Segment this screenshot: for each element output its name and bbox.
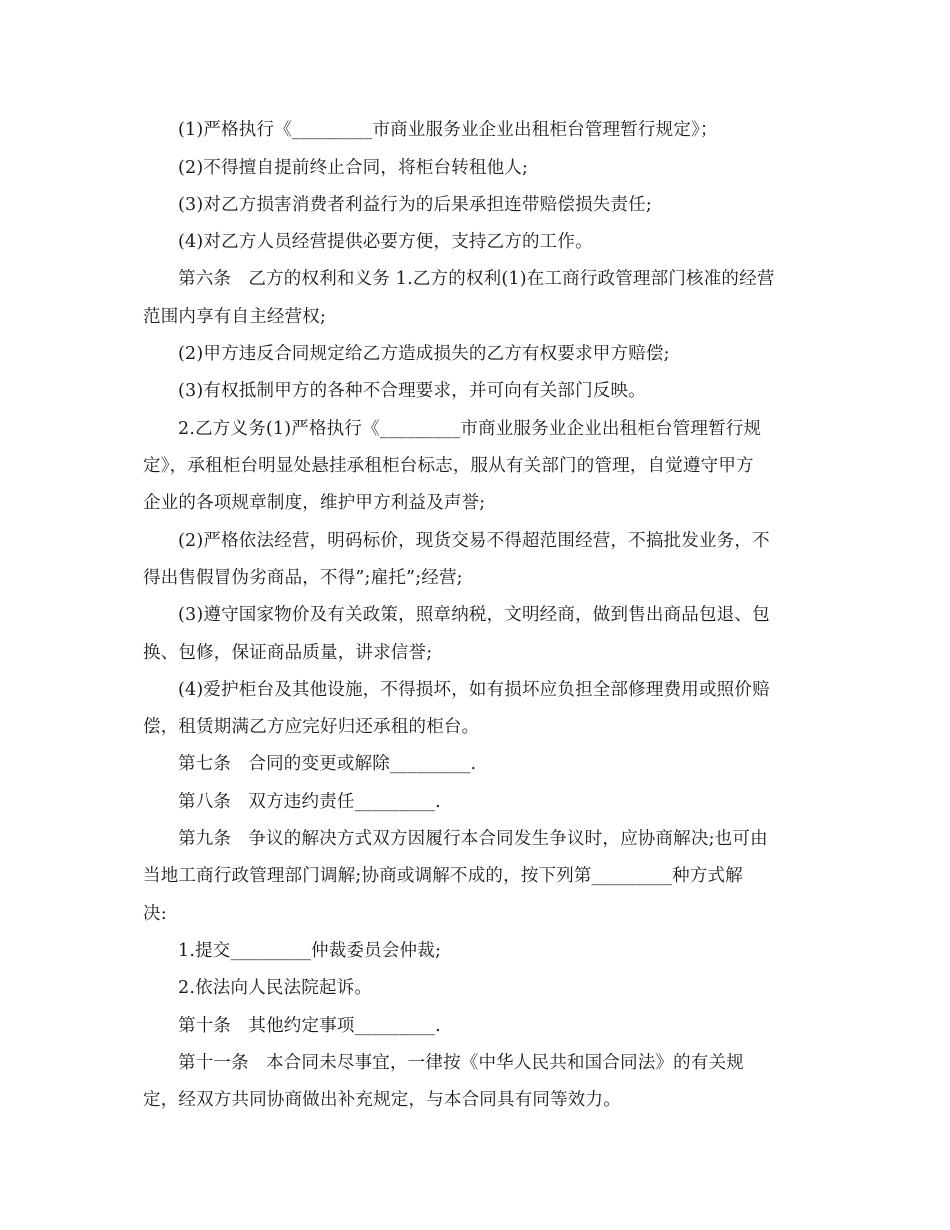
clause-line: (3)遵守国家物价及有关政策，照章纳税，文明经商，做到售出商品包退、包 [178, 605, 770, 625]
clause-line: (2)甲方违反合同规定给乙方造成损失的乙方有权要求甲方赔偿; [178, 344, 670, 364]
clause-line: 1.提交_________仲裁委员会仲裁; [178, 941, 442, 961]
clause-line: (2)严格依法经营，明码标价，现货交易不得超范围经营，不搞批发业务，不 [178, 531, 770, 551]
clause-line: 范围内享有自主经营权; [143, 307, 327, 327]
clause-line: (3)对乙方损害消费者利益行为的后果承担连带赔偿损失责任; [178, 195, 652, 215]
clause-line: 2.乙方义务(1)严格执行《_________市商业服务业企业出租柜台管理暂行规 [178, 419, 762, 439]
clause-line: (1)严格执行《_________市商业服务业企业出租柜台管理暂行规定》； [178, 120, 718, 140]
clause-line: 第六条 乙方的权利和义务 1.乙方的权利(1)在工商行政管理部门核准的经营 [178, 269, 775, 289]
clause-line: 得出售假冒伪劣商品，不得”;雇托”;经营; [143, 568, 463, 588]
clause-line: 第八条 双方违约责任_________. [178, 792, 441, 812]
clause-line: 换、包修，保证商品质量，讲求信誉; [143, 643, 433, 663]
clause-line: 定》，承租柜台明显处悬挂承租柜台标志，服从有关部门的管理，自觉遵守甲方 [143, 456, 754, 476]
clause-line: (4)爱护柜台及其他设施，不得损坏，如有损坏应负担全部修理费用或照价赔 [178, 680, 770, 700]
clause-line: (3)有权抵制甲方的各种不合理要求，并可向有关部门反映。 [178, 381, 646, 401]
clause-line: 当地工商行政管理部门调解;协商或调解不成的，按下列第_________种方式解 [143, 866, 743, 886]
clause-line: 偿，租赁期满乙方应完好归还承租的柜台。 [143, 717, 480, 737]
clause-line: (2)不得擅自提前终止合同，将柜台转租他人; [178, 158, 529, 178]
clause-line: 定，经双方共同协商做出补充规定，与本合同具有同等效力。 [143, 1090, 621, 1110]
clause-line: (4)对乙方人员经营提供必要方便，支持乙方的工作。 [178, 232, 593, 252]
clause-line: 第十条 其他约定事项_________. [178, 1016, 441, 1036]
clause-line: 决: [143, 904, 167, 924]
clause-line: 第七条 合同的变更或解除_________. [178, 754, 477, 774]
clause-line: 第十一条 本合同未尽事宜，一律按《中华人民共和国合同法》的有关规 [178, 1053, 744, 1073]
clause-line: 2.依法向人民法院起诉。 [178, 978, 373, 998]
clause-line: 企业的各项规章制度，维护甲方利益及声誉; [143, 493, 486, 513]
clause-line: 第九条 争议的解决方式双方因履行本合同发生争议时，应协商解决;也可由 [178, 829, 768, 849]
